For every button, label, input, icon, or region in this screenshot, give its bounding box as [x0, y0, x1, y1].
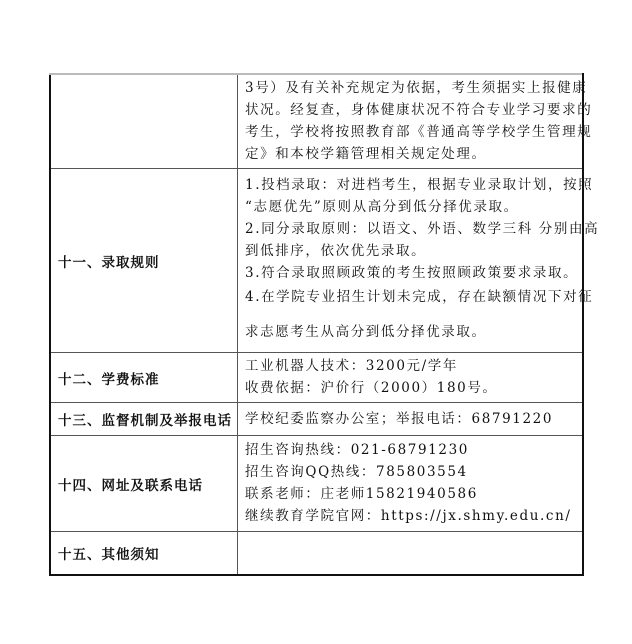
row-label-other-notes: 十五、其他须知 [50, 532, 238, 576]
row-label-contact: 十四、网址及联系电话 [50, 436, 238, 532]
row-label-supervision: 十三、监督机制及举报电话 [50, 403, 238, 436]
hotline-line: 招生咨询热线：021-68791230 [245, 442, 469, 458]
row-content [238, 169, 600, 353]
content-line: 考生，学校将按照教育部《普通高等学校学生管理规 [245, 124, 593, 140]
row-label-admission-rules: 十一、录取规则 [50, 169, 238, 353]
row-content [238, 436, 584, 532]
content-line: 2.同分录取原则：以语文、外语、数学三科 分别由高 [245, 221, 600, 237]
admissions-info-table [49, 73, 600, 576]
website-link[interactable]: 继续教育学院官网：https://jx.shmy.edu.cn/ [245, 508, 572, 524]
row-content-empty [238, 532, 584, 576]
table-row-admission-rules [50, 169, 583, 353]
content-line: 3.符合录取照顾政策的考生按照顾政策要求录取。 [245, 265, 579, 281]
table-row-other-notes [50, 532, 583, 576]
content-line: 学校纪委监察办公室；举报电话：68791220 [245, 410, 554, 427]
row-content [238, 353, 584, 403]
row-label [50, 74, 238, 169]
content-line: 3号）及有关补充规定为依据，考生须据实上报健康 [245, 80, 588, 96]
content-line: 1.投档录取：对进档考生，根据专业录取计划，按照 [245, 177, 594, 193]
row-label-tuition: 十二、学费标准 [50, 353, 238, 403]
qq-line: 招生咨询QQ热线：785803554 [245, 464, 468, 480]
content-line: 求志愿考生从高分到低分择优录取。 [245, 324, 487, 340]
content-line: “志愿优先”原则从高分到低分择优录取。 [245, 199, 519, 215]
content-line: 定》和本校学籍管理相关规定处理。 [245, 146, 487, 162]
table-row-contact [50, 436, 583, 532]
table-row-supervision [50, 403, 583, 436]
content-line: 4.在学院专业招生计划未完成，存在缺额情况下对征 [245, 289, 594, 305]
table-row-tuition [50, 353, 583, 403]
row-content [238, 74, 593, 169]
content-line: 状况。经复查，身体健康状况不符合专业学习要求的 [245, 102, 593, 118]
content-line: 工业机器人技术：3200元/学年 [245, 358, 459, 374]
content-line: 到低排序，依次优先录取。 [245, 243, 427, 259]
content-line: 收费依据：沪价行（2000）180号。 [245, 380, 498, 396]
table-row-health-requirements [50, 74, 583, 169]
row-content [238, 403, 584, 436]
contact-teacher-line: 联系老师：庄老师15821940586 [245, 486, 478, 502]
